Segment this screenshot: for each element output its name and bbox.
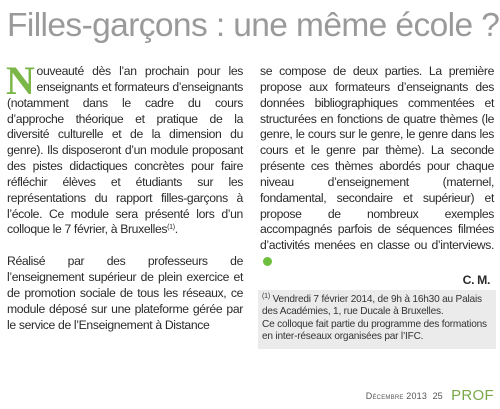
page-number: 25 (432, 391, 443, 401)
page-footer (366, 387, 494, 404)
footnote-text-1: Vendredi 7 février 2014, de 9h à 16h30 au Palais des Académies, 1, rue Ducale à Bruxelles. (262, 294, 482, 318)
end-mark-icon (263, 257, 272, 266)
body-paragraph-2: Réalisé par des professeurs de l’enseignement supérieur de plein exercice et de promotion sociale de tous les réseaux, ce module déposé sur une plateforme gérée par le service de l’Enseignement à Distance (7, 254, 243, 332)
footnote-marker: (1) (262, 293, 270, 300)
intro-text-end: . (174, 222, 178, 237)
body-paragraph-3-text: se compose de deux parties. La première propose aux formateurs d’enseignants des données bibliographiques commentées et structurées en fonctions de quatre thèmes (le genre, le cours sur le genre, le genre dans les cours et le genre par thème). La seconde présente ces thèmes abordés pour chaque niveau d’enseignement (maternel, fondamental, secondaire et supérieur) et propose de nombreux exemples accompagnés parfois de séquences filmées d’activités menées en classe ou d’interviews. (260, 64, 494, 253)
drop-cap: N (6, 58, 35, 103)
author-signature: C. M. (462, 272, 490, 287)
footer-date: Décembre 2013 (365, 391, 428, 401)
article-column-left (6, 58, 243, 334)
footnote-line-2: Ce colloque fait partie du programme des formations en inter-réseaux organisées par l’IFC. (262, 318, 487, 343)
magazine-logo: PROF (451, 387, 494, 404)
footnote-line-1 (262, 294, 492, 319)
footnote-reference: (1) (167, 224, 175, 232)
article-title: Filles-garçons : une même école ? (7, 7, 500, 44)
intro-text: ouveauté dès l’an prochain pour les enseignants et formateurs d’enseignants (notamment dans le cadre du cours d’approche théorique et pratique de la diversité culturelle et de la dimension du genre). Ils disposeront d’un module proposant des pistes didactiques concrètes pour faire réfléchir élèves et étudiants sur les représentations du rapport filles-garçons à l’école. Ce module sera présenté lors d’un colloque le 7 février, à Bruxelles (7, 64, 243, 237)
body-paragraph-3 (260, 64, 494, 270)
footnote-box (258, 290, 496, 349)
intro-paragraph (6, 58, 243, 238)
article-column-right (260, 64, 494, 288)
